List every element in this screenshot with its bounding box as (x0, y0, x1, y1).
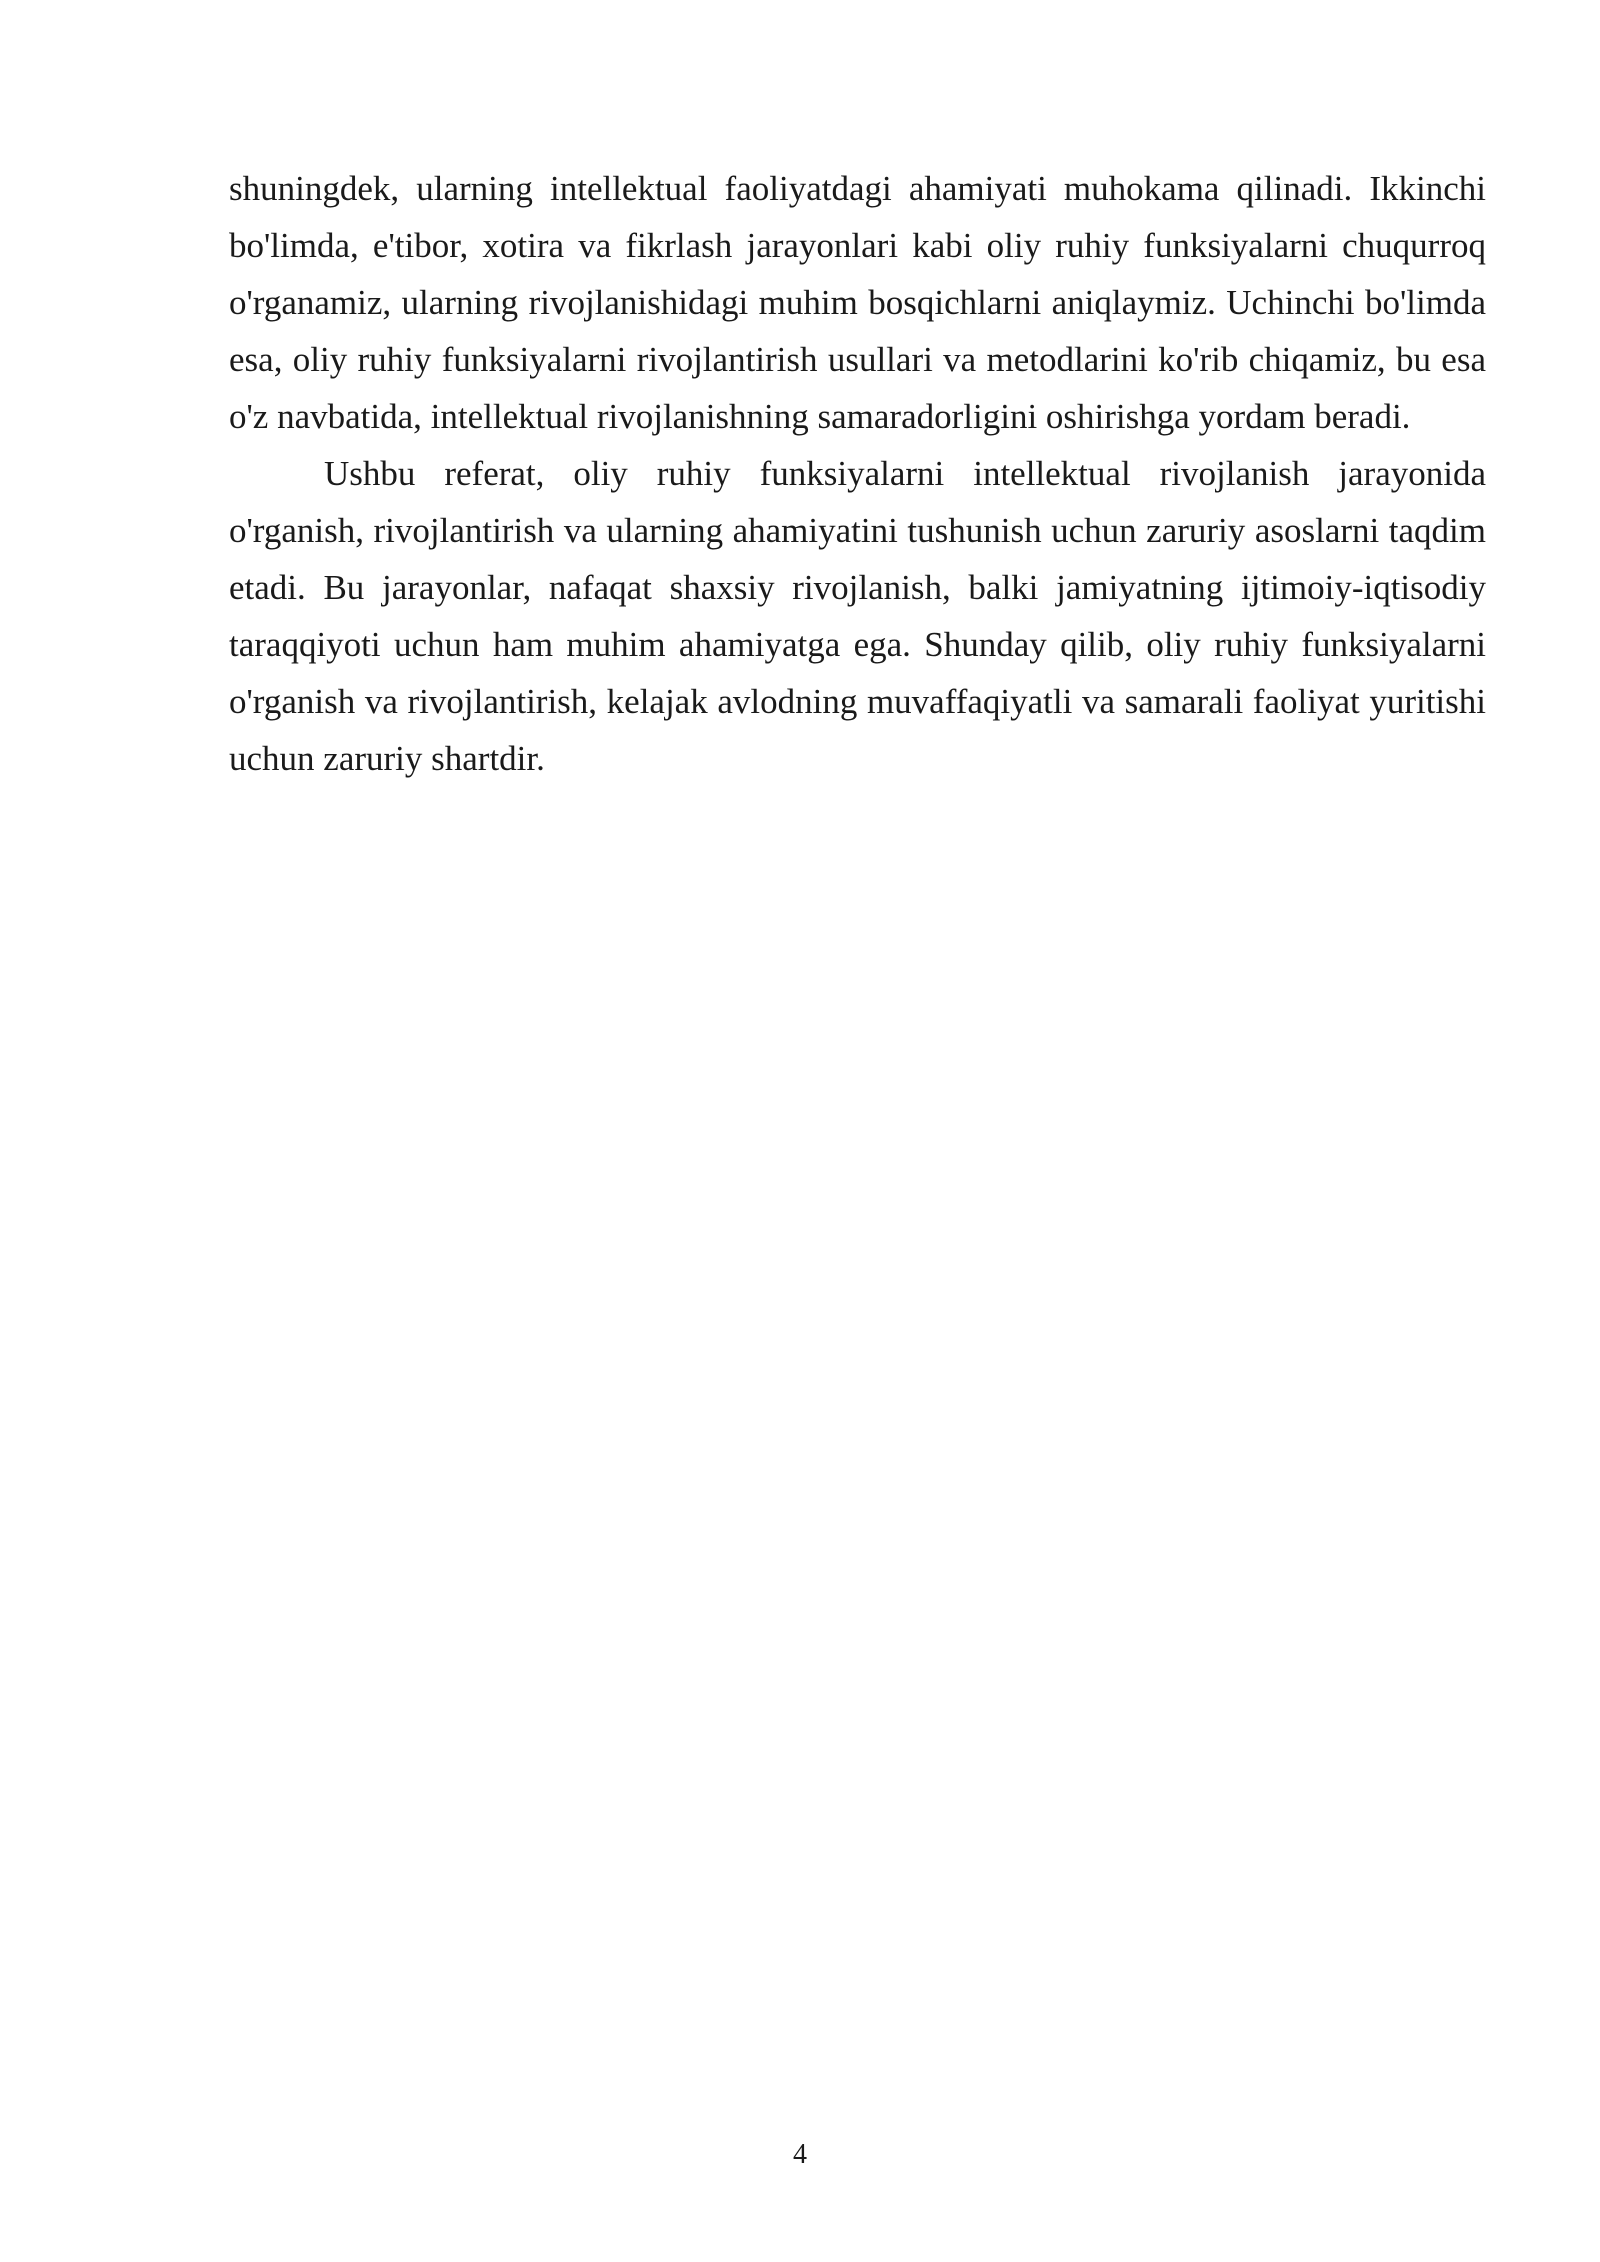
paragraph-continuation: shuningdek, ularning intellektual faoliyatdagi ahamiyati muhokama qilinadi. Ikkinchi bo'limda, e'tibor, xotira va fikrlash jarayonlari kabi oliy ruhiy funksiyalarni chuqurroq o'rganamiz, ularning rivojlanishidagi muhim bosqichlarni aniqlaymiz. Uchinchi bo'limda esa, oliy ruhiy funksiyalarni rivojlantirish usullari va metodlarini ko'rib chiqamiz, bu esa o'z navbatida, intellektual rivojlanishning samaradorligini oshirishga yordam beradi. (229, 169, 1486, 436)
page-number: 4 (793, 2139, 807, 2170)
body-text (229, 160, 1486, 787)
paragraph-conclusion: Ushbu referat, oliy ruhiy funksiyalarni intellektual rivojlanish jarayonida o'rganish, rivojlantirish va ularning ahamiyatini tushunish uchun zaruriy asoslarni taqdim etadi. Bu jarayonlar, nafaqat shaxsiy rivojlanish, balki jamiyatning ijtimoiy-iqtisodiy taraqqiyoti uchun ham muhim ahamiyatga ega. Shunday qilib, oliy ruhiy funksiyalarni o'rganish va rivojlantirish, kelajak avlodning muvaffaqiyatli va samarali faoliyat yuritishi uchun zaruriy shartdir. (229, 454, 1486, 778)
